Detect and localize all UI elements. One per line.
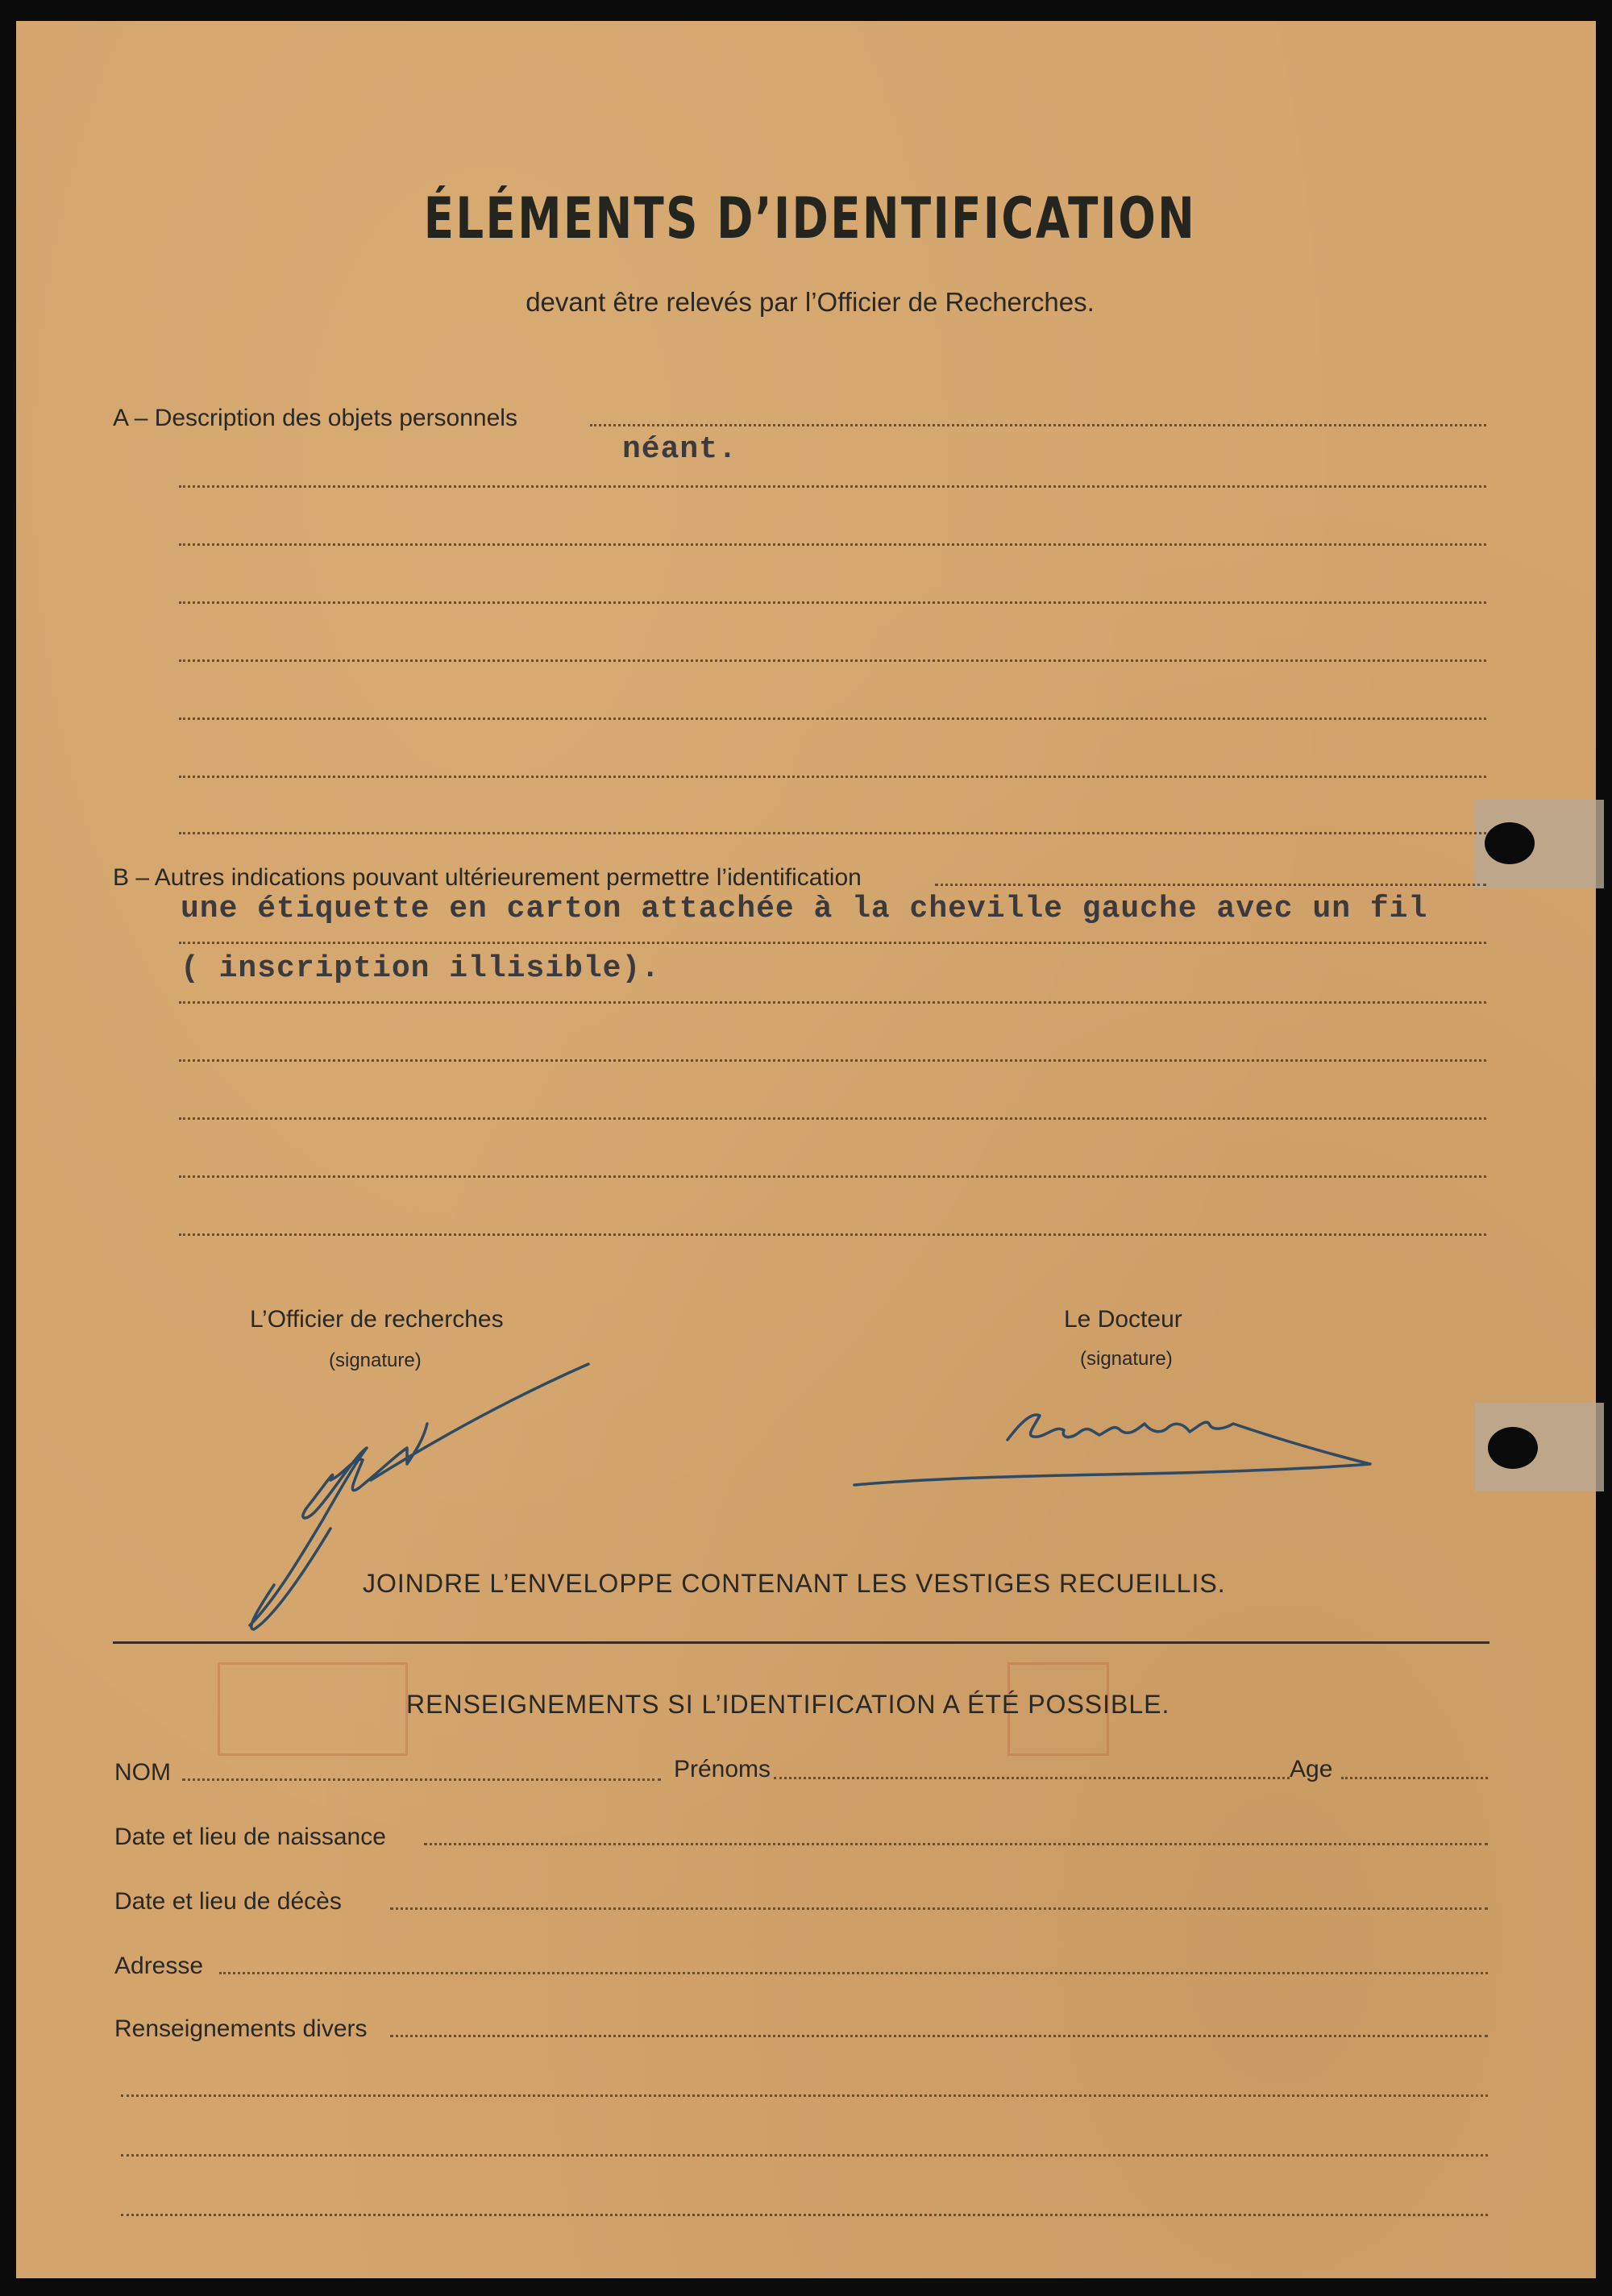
section-b-label: B – Autres indications pouvant ultérieurement permettre l’identification: [113, 864, 862, 891]
officer-signature-title: L’Officier de recherches: [250, 1306, 504, 1333]
dotted-line: [179, 1233, 1486, 1236]
nom-field-line[interactable]: [182, 1778, 661, 1781]
dotted-line: [179, 543, 1486, 546]
misc-field-line[interactable]: [390, 2035, 1488, 2037]
dotted-line: [179, 485, 1486, 488]
faded-stamp: [218, 1662, 408, 1756]
death-label: Date et lieu de décès: [114, 1888, 342, 1915]
dotted-line: [179, 832, 1486, 834]
section-a-label: A – Description des objets personnels: [113, 405, 517, 431]
misc-field-line[interactable]: [121, 2214, 1488, 2216]
dotted-line: [179, 776, 1486, 778]
doctor-signature-title: Le Docteur: [1064, 1306, 1182, 1333]
section-b-typed-line-2: ( inscription illisible).: [181, 951, 661, 986]
dotted-line: [935, 884, 1486, 886]
punch-hole: [1485, 822, 1535, 864]
address-field-line[interactable]: [219, 1972, 1488, 1974]
officer-signature: [226, 1359, 613, 1649]
birth-field-line[interactable]: [424, 1843, 1488, 1845]
officer-signature-note: (signature): [329, 1350, 422, 1371]
birth-label: Date et lieu de naissance: [114, 1824, 386, 1850]
death-field-line[interactable]: [390, 1907, 1488, 1910]
section-a-typed-text: néant.: [622, 432, 737, 467]
punch-hole: [1488, 1427, 1538, 1469]
prenoms-label: Prénoms: [674, 1756, 771, 1782]
doctor-signature: [822, 1367, 1402, 1504]
document-title: ÉLÉMENTS D’IDENTIFICATION: [423, 185, 1197, 252]
age-field-line[interactable]: [1341, 1777, 1488, 1779]
address-label: Adresse: [114, 1953, 204, 1979]
document-sheet: [16, 21, 1596, 2278]
doctor-signature-note: (signature): [1080, 1348, 1173, 1370]
nom-label: NOM: [114, 1759, 171, 1786]
dotted-line: [179, 1175, 1486, 1178]
age-label: Age: [1290, 1756, 1333, 1782]
dotted-line: [179, 718, 1486, 720]
dotted-line: [179, 659, 1486, 662]
dotted-line: [179, 1001, 1486, 1004]
identification-heading: RENSEIGNEMENTS SI L’IDENTIFICATION A ÉTÉ POSSIBLE.: [406, 1690, 1170, 1719]
dotted-line: [179, 1117, 1486, 1120]
dotted-line: [179, 942, 1486, 944]
document-subtitle: devant être relevés par l’Officier de Recherches.: [526, 287, 1095, 317]
misc-label: Renseignements divers: [114, 2015, 368, 2042]
section-b-typed-line-1: une étiquette en carton attachée à la cheville gauche avec un fil: [181, 892, 1428, 926]
misc-field-line[interactable]: [121, 2094, 1488, 2097]
dotted-line: [179, 601, 1486, 604]
prenoms-field-line[interactable]: [774, 1777, 1290, 1779]
section-divider: [113, 1641, 1489, 1644]
dotted-line: [590, 424, 1486, 426]
misc-field-line[interactable]: [121, 2154, 1488, 2157]
dotted-line: [179, 1059, 1486, 1062]
envelope-notice: JOINDRE L’ENVELOPPE CONTENANT LES VESTIGES RECUEILLIS.: [363, 1569, 1226, 1598]
